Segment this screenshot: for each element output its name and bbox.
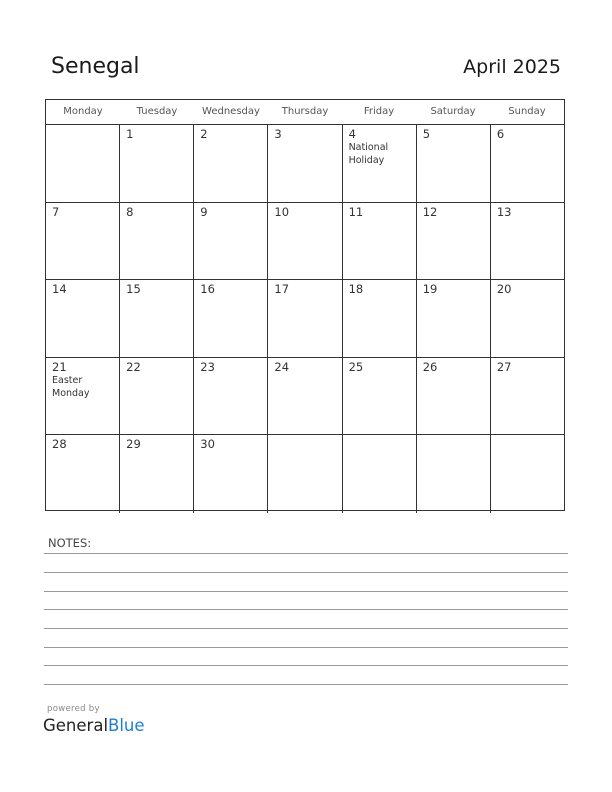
day-number: 8: [126, 204, 134, 219]
day-number: 11: [348, 204, 364, 219]
day-number: 7: [52, 204, 60, 219]
day-number: 15: [126, 282, 141, 296]
powered-by-text: powered by: [47, 704, 100, 714]
weekday-label: Sunday: [508, 106, 546, 117]
note-line: [44, 665, 568, 666]
day-number: 14: [52, 282, 67, 296]
day-cell: [268, 125, 342, 202]
day-number: 22: [126, 359, 141, 374]
day-number: 5: [422, 127, 431, 141]
day-number: 27: [496, 359, 512, 374]
note-line: [44, 628, 568, 629]
calendar-grid: [45, 99, 565, 511]
week-row: [46, 358, 564, 436]
holiday-label: National Holiday: [348, 142, 389, 166]
day-number: 23: [200, 359, 215, 374]
day-number: 17: [274, 282, 290, 296]
note-line: [44, 572, 568, 573]
day-cell: [343, 435, 417, 513]
day-cell: [268, 435, 342, 513]
weekday-label: Monday: [63, 106, 103, 117]
holiday-label: Easter Monday: [52, 374, 90, 399]
day-cell: [194, 280, 268, 357]
day-cell: [417, 358, 491, 435]
day-cell: [120, 358, 194, 435]
week-row: [46, 435, 564, 513]
day-number: 19: [422, 282, 438, 296]
day-cell: [343, 358, 417, 435]
day-cell: [491, 280, 564, 357]
day-cell: [491, 358, 564, 435]
day-cell: [46, 358, 120, 435]
day-number: 20: [496, 282, 512, 296]
day-number: 16: [200, 282, 215, 296]
day-cell: [417, 125, 491, 202]
day-cell: [417, 280, 491, 357]
day-cell: [491, 203, 564, 280]
day-cell: [491, 435, 564, 513]
note-line: [44, 553, 568, 554]
day-number: 9: [200, 204, 208, 219]
note-line: [44, 684, 568, 685]
day-cell: [120, 435, 194, 513]
day-number: 28: [52, 437, 67, 451]
month-title: April 2025: [463, 56, 561, 78]
day-cell: [46, 203, 120, 280]
day-number: 6: [496, 127, 505, 141]
day-number: 24: [274, 359, 290, 374]
day-cell: [120, 125, 194, 202]
brand-blue: Blue: [108, 716, 145, 735]
day-number: 2: [200, 127, 208, 141]
day-number: 13: [496, 204, 512, 219]
day-cell: [194, 435, 268, 513]
note-line: [44, 609, 568, 610]
day-number: 4: [348, 127, 356, 141]
day-cell: [194, 125, 268, 202]
day-cell: [46, 125, 120, 202]
day-cell: [120, 203, 194, 280]
day-cell: [120, 280, 194, 357]
weekday-label: Thursday: [281, 106, 329, 117]
day-cell: [194, 358, 268, 435]
day-number: 30: [200, 437, 215, 451]
day-number: 3: [274, 127, 282, 141]
day-number: 26: [422, 359, 438, 374]
day-cell: [417, 203, 491, 280]
day-cell: [268, 358, 342, 435]
day-cell: [46, 435, 120, 513]
day-number: 10: [274, 204, 290, 219]
day-number: 12: [422, 204, 438, 219]
weekday-label: Saturday: [430, 106, 476, 117]
day-cell: [343, 280, 417, 357]
day-cell: [268, 280, 342, 357]
weekday-label: Wednesday: [202, 106, 260, 117]
notes-label: NOTES:: [48, 536, 92, 550]
day-number: 18: [348, 282, 364, 296]
day-number: 21: [52, 359, 67, 374]
note-line: [44, 647, 568, 648]
brand-general: General: [43, 716, 109, 735]
week-row: [46, 280, 564, 358]
week-row: [46, 125, 564, 203]
weekday-label: Friday: [363, 106, 395, 117]
brand-logo[interactable]: [43, 716, 145, 735]
day-cell: [194, 203, 268, 280]
weekday-header-row: [46, 100, 564, 125]
note-line: [44, 591, 568, 592]
country-title: Senegal: [51, 54, 140, 79]
day-number: 1: [126, 127, 134, 141]
day-cell: [46, 280, 120, 357]
week-row: [46, 203, 564, 281]
day-cell: [491, 125, 564, 202]
day-cell: [343, 203, 417, 280]
weekday-label: Tuesday: [136, 106, 178, 117]
day-cell: [268, 203, 342, 280]
day-number: 29: [126, 437, 141, 451]
day-number: 25: [348, 359, 364, 374]
day-cell: [343, 125, 417, 202]
weeks-container: [46, 125, 564, 513]
day-cell: [417, 435, 491, 513]
